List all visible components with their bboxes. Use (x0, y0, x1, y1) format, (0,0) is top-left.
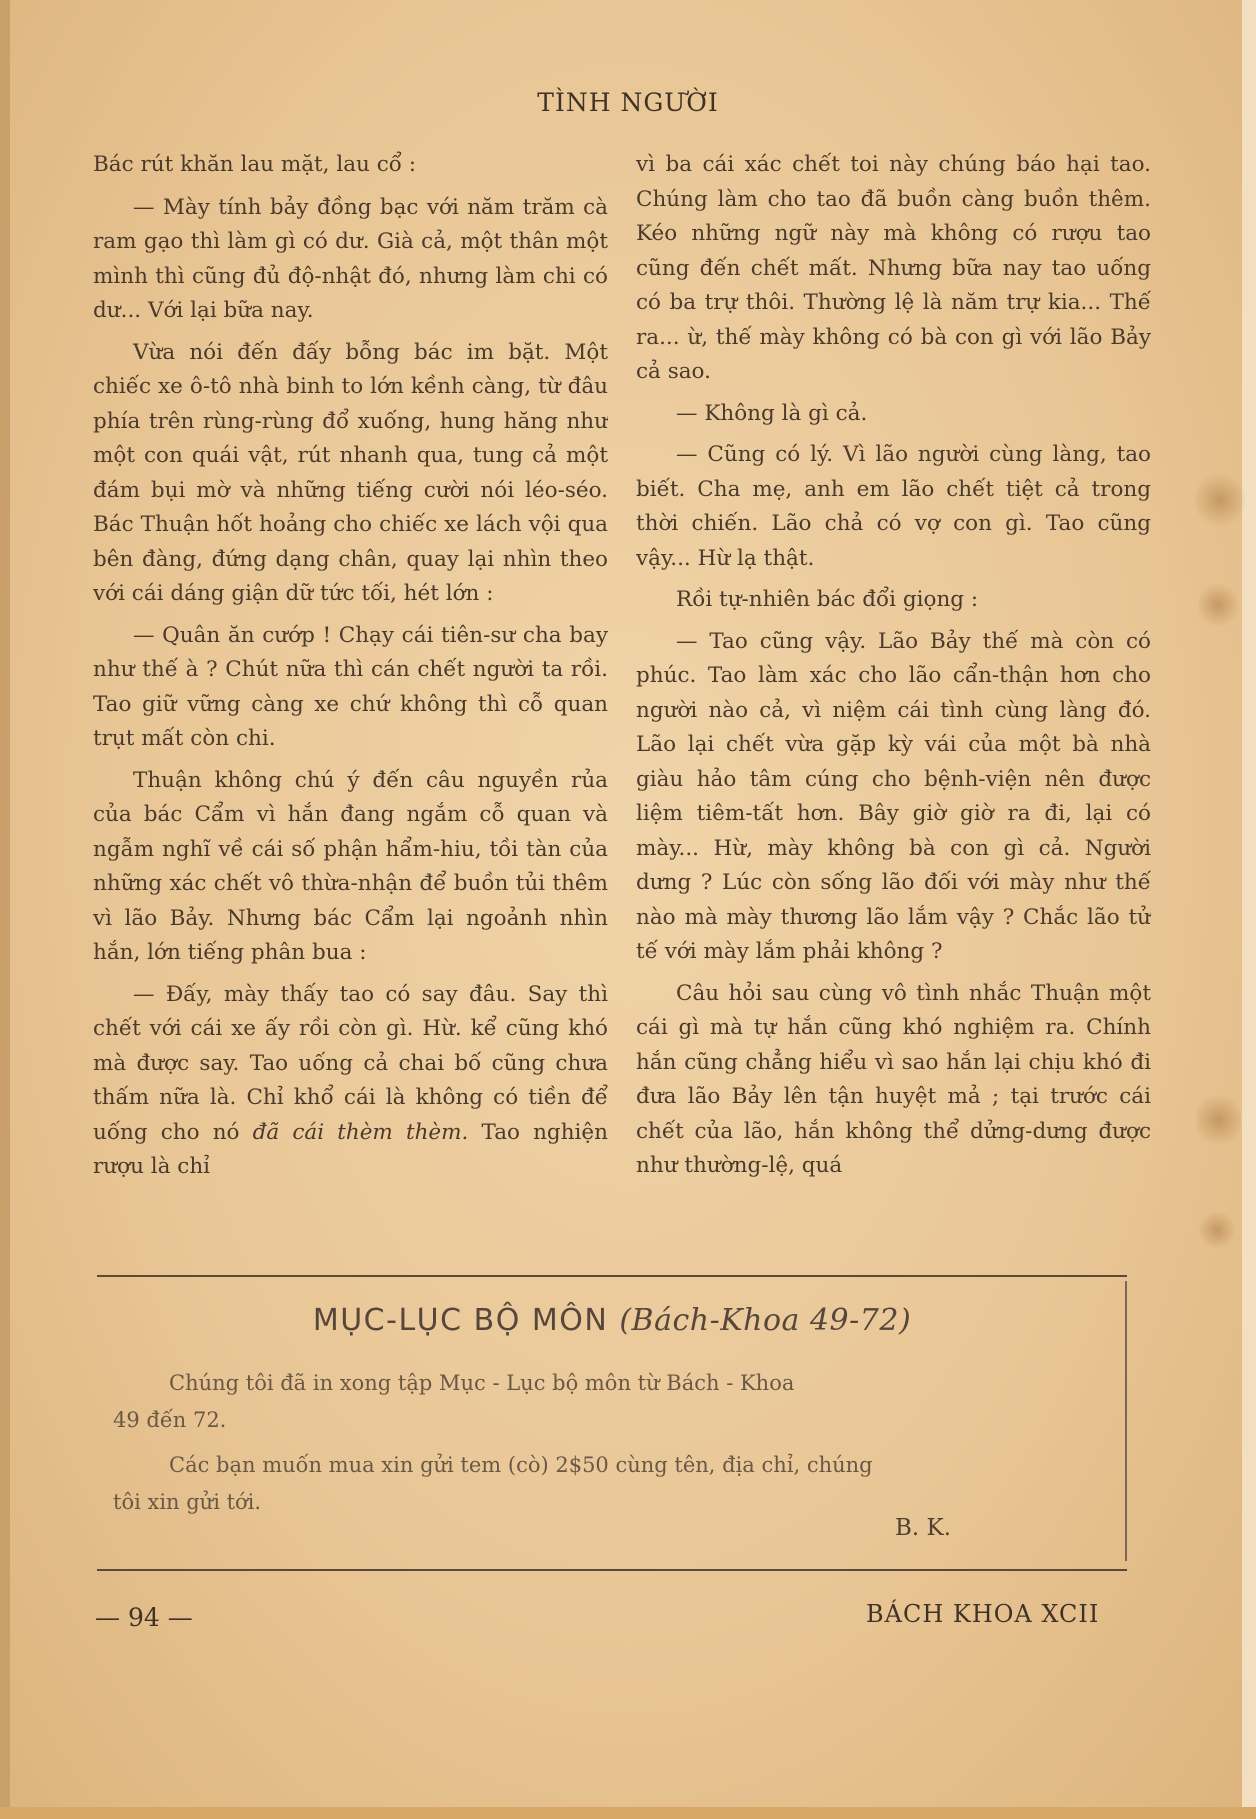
paragraph: — Tao cũng vậy. Lão Bảy thế mà còn có phúc. Tao làm xác cho lão cẩn-thận hơn cho người nào cả, vì niệm cái tình cùng làng đó. Lão lại chết vừa gặp kỳ vái của một bà nhà giàu hảo tâm cúng cho bệnh-viện nên được liệm tiêm-tất hơn. Bây giờ giờ ra đi, lại có mày... Hừ, mày không bà con gì cả. Người dưng ? Lúc còn sống lão đối với mày như thế nào mà mày thương lão lắm vậy ? Chắc lão tử tế với mày lắm phải không ? (636, 628, 1151, 964)
notice-line: 49 đến 72. (113, 1408, 227, 1432)
paragraph: Thuận không chú ý đến câu nguyền rủa của bác Cẩm vì hắn đang ngắm cỗ quan và ngẫm nghĩ về cái số phận hẩm-hiu, tồi tàn của những xác chết vô thừa-nhận để buồn tủi thêm vì lão Bảy. Nhưng bác Cẩm lại ngoảnh nhìn hắn, lớn tiếng phân bua : (93, 767, 608, 965)
page-left-edge (0, 0, 10, 1819)
paragraph: — Không là gì cả. (676, 400, 868, 426)
paragraph: Bác rút khăn lau mặt, lau cổ : (93, 152, 417, 177)
italic-phrase: đã cái thèm thèm. (252, 1119, 469, 1145)
notice-line: Chúng tôi đã in xong tập Mục - Lục bộ môn từ Bách - Khoa (169, 1371, 795, 1395)
page-right-edge (1242, 0, 1256, 1819)
paragraph-text: Tao nghiện rượu là chỉ (93, 1119, 608, 1179)
notice-paragraph (113, 1447, 1069, 1521)
paragraph: — Cũng có lý. Vì lão người cùng làng, tao biết. Cha mẹ, anh em lão chết tiệt cả trong thời chiến. Lão chả có vợ con gì. Tao cũng vậy... Hừ lạ thật. (636, 442, 1151, 571)
paper-stain (1196, 1090, 1241, 1150)
page-number: — 94 — (95, 1603, 193, 1632)
paragraph: — Mày tính bảy đồng bạc với năm trăm cà ram gạo thì làm gì có dư. Già cả, một thân một mình thì cũng đủ độ-nhật đó, nhưng làm chi có dư... Với lại bữa nay. (93, 194, 608, 323)
notice-line: Các bạn muốn mua xin gửi tem (cò) 2$50 cùng tên, địa chỉ, chúng (169, 1453, 873, 1477)
paragraph (93, 978, 608, 1185)
paragraph: Câu hỏi sau cùng vô tình nhắc Thuận một cái gì mà tự hắn cũng khó nghiệm ra. Chính hắn cũng chẳng hiểu vì sao hắn lại chịu khó đi đưa lão Bảy lên tận huyệt mả ; tại trước cái chết của lão, hắn không thể dửng-dưng được như thường-lệ, quá (636, 980, 1151, 1178)
paper-stain (1198, 1210, 1236, 1250)
notice-paragraph (113, 1365, 1069, 1439)
paragraph: Rồi tự-nhiên bác đổi giọng : (676, 587, 979, 612)
notice-line: tôi xin gửi tới. (113, 1490, 262, 1514)
notice-signature: B. K. (895, 1515, 952, 1541)
notice-box (97, 1275, 1127, 1571)
notice-heading: MỤC-LỤC BỘ MÔN (312, 1303, 609, 1338)
left-text-column (93, 148, 608, 1258)
paragraph: vì ba cái xác chết toi này chúng báo hại tao. Chúng làm cho tao đã buồn càng buồn thêm. Kéo những ngữ này mà không có rượu tao cũng đến chết mất. Nhưng bữa nay tao uống có ba trự thôi. Thường lệ là năm trự kia... Thế ra... ừ, thế mày không có bà con gì với lão Bảy cả sao. (636, 152, 1151, 384)
publication-name: BÁCH KHOA XCII (866, 1600, 1100, 1628)
paragraph: — Quân ăn cướp ! Chạy cái tiên-sư cha bay như thế à ? Chút nữa thì cán chết người ta rồi. Tao giữ vững càng xe chứ không thì cỗ quan trụt mất còn chi. (93, 622, 608, 751)
running-title: TÌNH NGƯỜI (537, 88, 719, 117)
right-text-column (636, 148, 1151, 1258)
paragraph-text: — Đấy, mày thấy tao có say đâu. Say thì chết với cái xe ấy rồi còn gì. Hừ. kể cũng khó mà được say. Tao uống cả chai bố cũng chưa thấm nữa là. Chỉ khổ cái là không có tiền để uống cho nó (93, 981, 608, 1145)
notice-title (97, 1303, 1127, 1338)
paragraph: Vừa nói đến đấy bỗng bác im bặt. Một chiếc xe ô-tô nhà binh to lớn kềnh càng, từ đâu phía trên rùng-rùng đổ xuống, hung hăng như một con quái vật, rút nhanh qua, tung cả một đám bụi mờ và những tiếng cười nói léo-séo. Bác Thuận hốt hoảng cho chiếc xe lách vội qua bên đàng, đứng dạng chân, quay lại nhìn theo với cái dáng giận dữ tức tối, hét lớn : (93, 339, 608, 606)
paper-stain (1195, 470, 1245, 530)
notice-subtitle: (Bách-Khoa 49-72) (619, 1303, 912, 1338)
page-bottom-edge (0, 1807, 1256, 1819)
paper-stain (1198, 580, 1238, 630)
